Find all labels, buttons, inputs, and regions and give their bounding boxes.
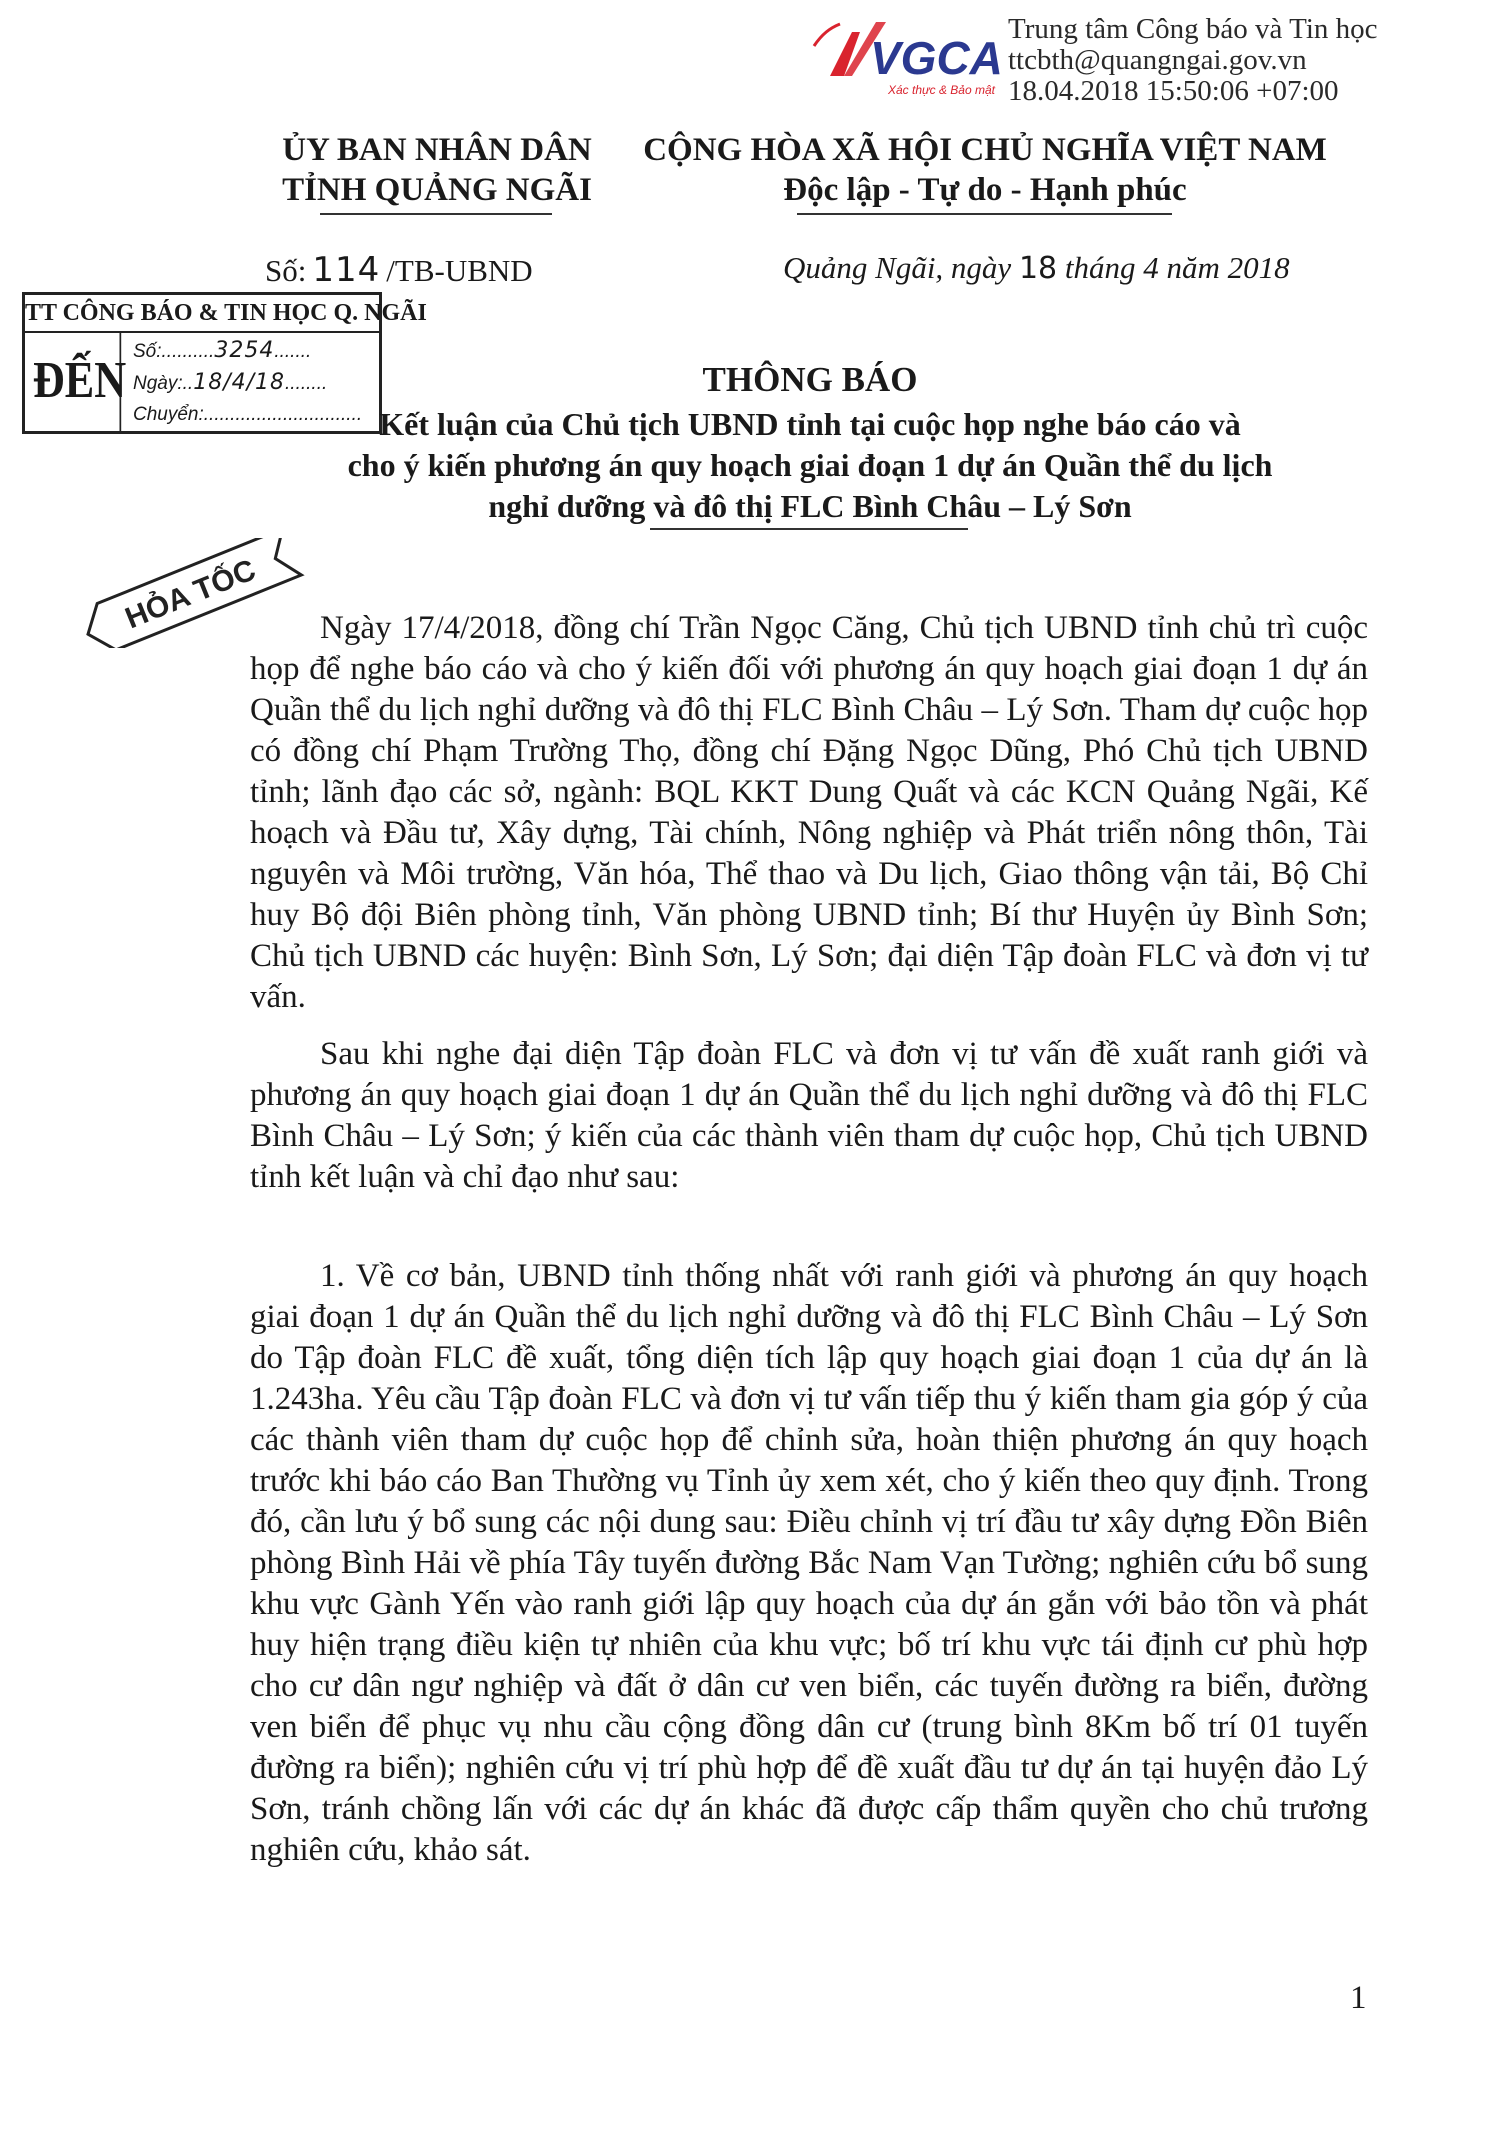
- issuing-agency: [212, 130, 662, 210]
- number-value: 114: [312, 250, 381, 290]
- stamp-so-row: Số:..........3254.......: [133, 338, 312, 363]
- stamp-ngay-value: 18/4/18: [193, 370, 286, 395]
- signature-timestamp: 18.04.2018 15:50:06 +07:00: [1008, 75, 1339, 107]
- stamp-so-label: Số:: [133, 341, 162, 362]
- document-body: [250, 608, 1368, 1871]
- stamp-header: TT CÔNG BÁO & TIN HỌC Q. NGÃI: [25, 295, 379, 333]
- subtitle-line-2: cho ý kiến phương án quy hoạch giai đoạn 1 dự án Quần thể du lịch: [347, 447, 1273, 483]
- document-subtitle: [270, 404, 1350, 527]
- title-underline: [650, 528, 968, 530]
- number-label: Số:: [265, 253, 307, 288]
- stamp-so-value: 3254: [214, 338, 275, 363]
- digital-signature: [1008, 14, 1378, 107]
- subtitle-line-1: Kết luận của Chủ tịch UBND tỉnh tại cuộc họp nghe báo cáo và: [379, 406, 1241, 442]
- motto-underline: [797, 213, 1172, 215]
- document-number: [265, 250, 533, 290]
- country-name: CỘNG HÒA XÃ HỘI CHỦ NGHĨA VIỆT NAM: [643, 132, 1327, 168]
- date-prefix: Quảng Ngãi, ngày: [783, 250, 1012, 285]
- agency-underline: [320, 213, 552, 215]
- signature-org: Trung tâm Công báo và Tin học: [1008, 13, 1378, 45]
- stamp-den: ĐẾN: [33, 331, 121, 431]
- logo-text: VGCA: [870, 32, 1003, 84]
- national-motto: Độc lập - Tự do - Hạnh phúc: [783, 172, 1187, 208]
- urgent-text: HỎA TỐC: [120, 553, 261, 636]
- agency-line-2: TỈNH QUẢNG NGÃI: [282, 172, 592, 208]
- date-day: 18: [1018, 251, 1058, 286]
- stamp-chuyen-label: Chuyển:: [133, 404, 204, 425]
- paragraph: 1. Về cơ bản, UBND tỉnh thống nhất với ranh giới và phương án quy hoạch giai đoạn 1 dự án Quần thể du lịch nghỉ dưỡng và đô thị FLC Bình Châu – Lý Sơn do Tập đoàn FLC đề xuất, tổng diện tích lập quy hoạch giai đoạn 1 của dự án là 1.243ha. Yêu cầu Tập đoàn FLC và đơn vị tư vấn tiếp thu ý kiến tham gia góp ý của các thành viên tham dự cuộc họp để chỉnh sửa, hoàn thiện phương án quy hoạch trước khi báo cáo Ban Thường vụ Tỉnh ủy xem xét, cho ý kiến theo quy định. Trong đó, cần lưu ý bổ sung các nội dung sau: Điều chỉnh vị trí đầu tư xây dựng Đồn Biên phòng Bình Hải về phía Tây tuyến đường Bắc Nam Vạn Tường; nghiên cứu bổ sung khu vực Gành Yến vào ranh giới lập quy hoạch của dự án gắn với bảo tồn và phát huy hiện trạng điều kiện tự nhiên của khu vực; bố trí khu vực tái định cư phù hợp cho cư dân ngư nghiệp và đất ở dân cư ven biển, các tuyến đường ra biển, đường ven biển để phục vụ nhu cầu cộng đồng dân cư (trung bình 8Km bố trí 01 tuyến đường ra biển); nghiên cứu vị trí phù hợp để đề xuất đầu tư dự án tại huyện đảo Lý Sơn, tránh chồng lấn với các dự án khác đã được cấp thẩm quyền cho chủ trương nghiên cứu, khảo sát.: [250, 1258, 1368, 1868]
- stamp-ngay-row: Ngày:..18/4/18........: [133, 370, 328, 395]
- date-suffix: tháng 4 năm 2018: [1064, 250, 1290, 285]
- stamp-ngay-label: Ngày:: [133, 373, 183, 394]
- subtitle-line-3: nghỉ dưỡng và đô thị FLC Bình Châu – Lý Sơn: [488, 488, 1132, 524]
- agency-line-1: ỦY BAN NHÂN DÂN: [282, 132, 592, 168]
- signature-email: ttcbth@quangngai.gov.vn: [1008, 44, 1307, 76]
- vgca-logo: [800, 14, 1005, 104]
- logo-tagline: Xác thực & Bảo mật: [888, 83, 995, 97]
- document-date: [783, 250, 1290, 286]
- number-suffix: /TB-UBND: [386, 253, 533, 288]
- document-title: THÔNG BÁO: [702, 360, 918, 399]
- page-number: 1: [1350, 1980, 1367, 2016]
- paragraph: Ngày 17/4/2018, đồng chí Trần Ngọc Căng, Chủ tịch UBND tỉnh chủ trì cuộc họp để nghe báo cáo và cho ý kiến đối với phương án quy hoạch giai đoạn 1 dự án Quần thể du lịch nghỉ dưỡng và đô thị FLC Bình Châu – Lý Sơn. Tham dự cuộc họp có đồng chí Phạm Trường Thọ, đồng chí Đặng Ngọc Dũng, Phó Chủ tịch UBND tỉnh; lãnh đạo các sở, ngành: BQL KKT Dung Quất và các KCN Quảng Ngãi, Kế hoạch và Đầu tư, Xây dựng, Tài chính, Nông nghiệp và Phát triển nông thôn, Tài nguyên và Môi trường, Văn hóa, Thể thao và Du lịch, Giao thông vận tải, Bộ Chỉ huy Bộ đội Biên phòng tỉnh, Văn phòng UBND tỉnh; Bí thư Huyện ủy Bình Sơn; Chủ tịch UBND các huyện: Bình Sơn, Lý Sơn; đại diện Tập đoàn FLC và đơn vị tư vấn.: [250, 610, 1368, 1015]
- national-heading: [620, 130, 1350, 210]
- stamp-chuyen-row: Chuyển:..............................: [133, 404, 363, 425]
- paragraph: Sau khi nghe đại diện Tập đoàn FLC và đơn vị tư vấn đề xuất ranh giới và phương án quy hoạch giai đoạn 1 dự án Quần thể du lịch nghỉ dưỡng và đô thị FLC Bình Châu – Lý Sơn; ý kiến của các thành viên tham dự cuộc họp, Chủ tịch UBND tỉnh kết luận và chỉ đạo như sau:: [250, 1036, 1368, 1195]
